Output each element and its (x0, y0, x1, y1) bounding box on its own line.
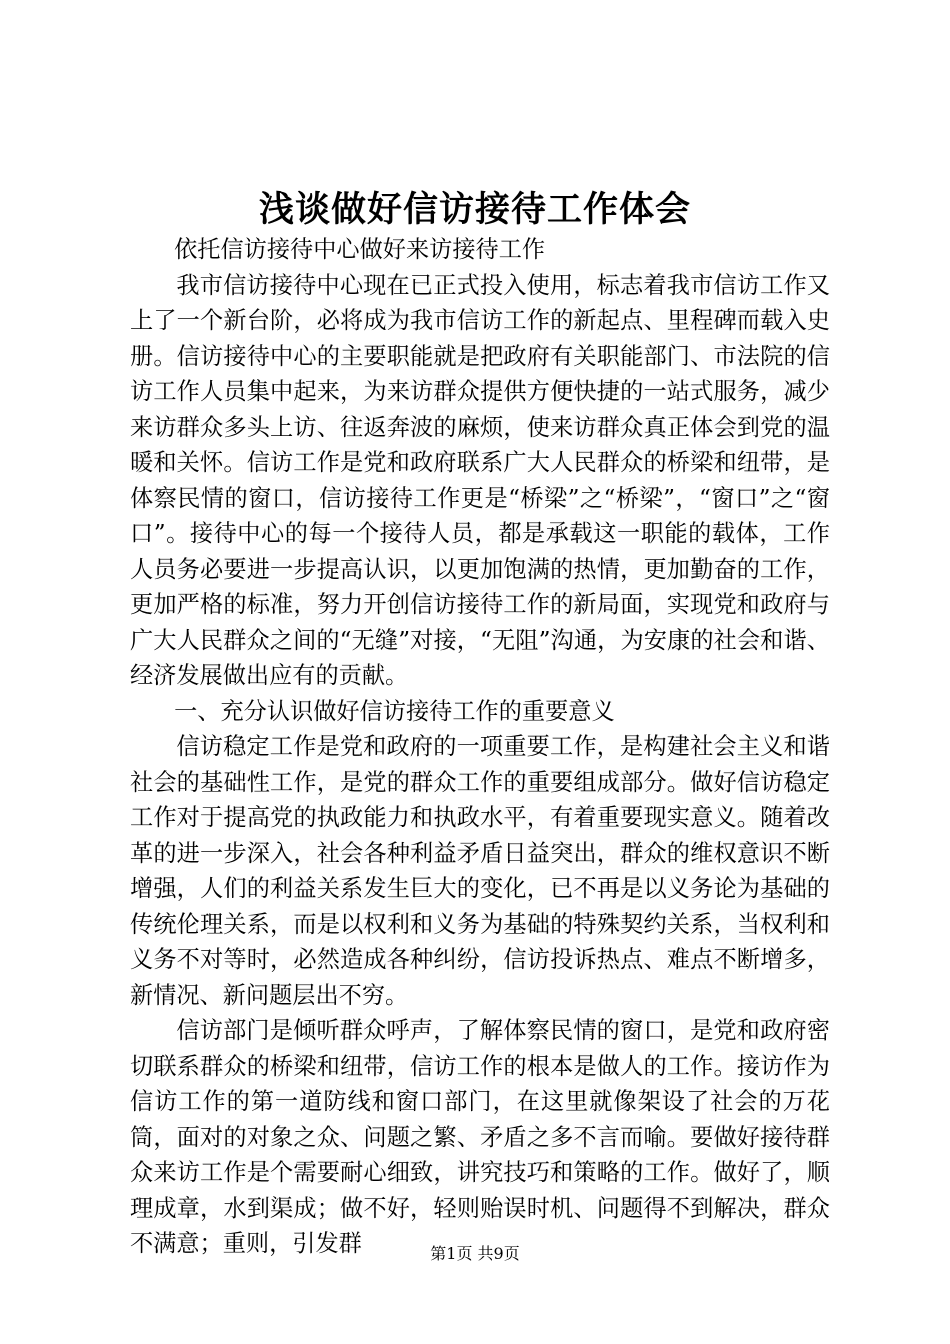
section-heading: 一、充分认识做好信访接待工作的重要意义 (174, 697, 615, 725)
document-body (130, 232, 830, 1262)
paragraph: 信访稳定工作是党和政府的一项重要工作，是构建社会主义和谐社会的基础性工作，是党的群众工作的重要组成部分。做好信访稳定工作对于提高党的执政能力和执政水平，有着重要现实意义。随着改革的进一步深入，社会各种利益矛盾日益突出，群众的维权意识不断增强，人们的利益关系发生巨大的变化，已不再是以义务论为基础的传统伦理关系，而是以权利和义务为基础的特殊契约关系，当权利和义务不对等时，必然造成各种纠纷，信访投诉热点、难点不断增多，新情况、新问题层出不穷。 (130, 733, 830, 1009)
document-title: 浅谈做好信访接待工作体会 (258, 189, 691, 230)
page-indicator: 第1页 共9页 (430, 1244, 520, 1263)
paragraph: 信访部门是倾听群众呼声，了解体察民情的窗口，是党和政府密切联系群众的桥梁和纽带，信访工作的根本是做人的工作。接访作为信访工作的第一道防线和窗口部门，在这里就像架设了社会的万花筒，面对的对象之众、问题之繁、矛盾之多不言而喻。要做好接待群众来访工作是个需要耐心细致，讲究技巧和策略的工作。做好了，顺理成章，水到渠成；做不好，轻则贻误时机、问题得不到解决，群众不满意；重则，引发群 (130, 1017, 830, 1257)
paragraph: 我市信访接待中心现在已正式投入使用，标志着我市信访工作又上了一个新台阶，必将成为我市信访工作的新起点、里程碑而载入史册。信访接待中心的主要职能就是把政府有关职能部门、市法院的信访工作人员集中起来，为来访群众提供方便快捷的一站式服务，减少来访群众多头上访、往返奔波的麻烦，使来访群众真正体会到党的温暖和关怀。信访工作是党和政府联系广大人民群众的桥梁和纽带，是体察民情的窗口，信访接待工作更是“桥梁”之“桥梁”，“窗口”之“窗口”。接待中心的每一个接待人员，都是承载这一职能的载体，工作人员务必要进一步提高认识，以更加饱满的热情，更加勤奋的工作，更加严格的标准，努力开创信访接待工作的新局面，实现党和政府与广大人民群众之间的“无缝”对接，“无阻”沟通，为安康的社会和谐、经济发展做出应有的贡献。 (130, 271, 830, 689)
paragraph-subheading: 依托信访接待中心做好来访接待工作 (174, 236, 546, 263)
